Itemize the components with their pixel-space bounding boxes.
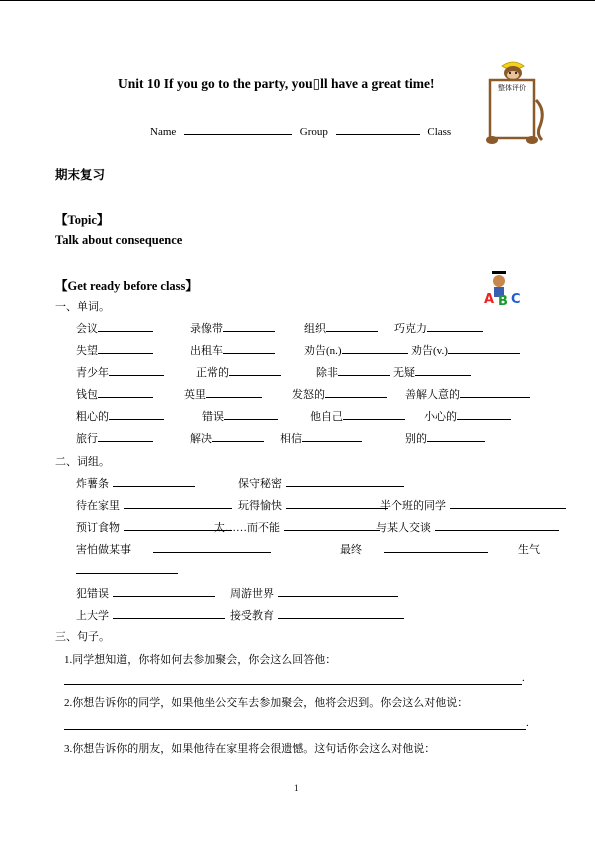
vocab-blank[interactable] [448,343,520,354]
phrase-text: 犯错误 [76,588,109,600]
vocab-word: 旅行 [76,433,98,445]
vocab-item [76,364,164,380]
vocab-blank[interactable] [98,321,153,332]
vocab-item [394,320,483,336]
sentence-2: 2.你想告诉你的同学，如果他坐公交车去参加聚会，他将会迟到。你会这么对他说： [64,697,469,709]
phrase-blank[interactable] [124,498,232,509]
vocab-blank[interactable] [223,321,275,332]
vocab-blank[interactable] [229,365,281,376]
vocab-word: 错误 [202,411,224,423]
vocab-blank[interactable] [326,321,378,332]
phrase-item [76,541,271,557]
topic-heading: 【Topic】 [55,213,110,227]
vocab-item [76,408,164,424]
phrase-text: 害怕做某事 [76,544,131,556]
vocab-item [280,430,362,446]
phrase-item [380,497,566,513]
vocab-word: 录像带 [190,323,223,335]
svg-text:B: B [498,294,508,309]
vocab-item [405,430,485,446]
phrase-item [76,607,225,623]
phrase-item [230,607,404,623]
svg-text:整体评价: 整体评价 [498,84,526,92]
name-group-class-row [150,124,451,138]
vocab-word: 他自己 [310,411,343,423]
vocab-blank[interactable] [325,387,387,398]
phrase-blank[interactable] [113,586,215,597]
vocab-word: 组织 [304,323,326,335]
vocab-word: 无疑 [393,367,415,379]
phrase-item [238,475,404,491]
group-label: Group [299,126,328,138]
phrase-blank[interactable] [435,520,559,531]
vocab-word: 善解人意的 [405,389,460,401]
name-label: Name [150,126,177,138]
get-ready-heading: 【Get ready before class】 [55,279,198,293]
top-border [0,0,595,1]
vocab-word: 巧克力 [394,323,427,335]
vocab-blank[interactable] [223,343,275,354]
phrase-text: 预订食物 [76,522,120,534]
vocab-item [76,386,153,402]
vocab-item [292,386,387,402]
vocab-blank[interactable] [460,387,530,398]
phrase-text: 接受教育 [230,610,274,622]
vocab-blank[interactable] [98,387,153,398]
vocab-word: 劝告(n.) [304,345,342,357]
part1-label: 一、单词。 [55,301,110,313]
phrase-text: 炸薯条 [76,478,109,490]
vocab-blank[interactable] [98,431,153,442]
vocab-blank[interactable] [427,321,483,332]
vocab-word: 英里 [184,389,206,401]
part2-label: 二、词组。 [55,456,110,468]
phrase-text: 上大学 [76,610,109,622]
phrase-item [376,519,559,535]
answer-1-period: . [522,672,525,684]
vocab-blank[interactable] [427,431,485,442]
svg-text:A: A [484,292,495,307]
page-number: 1 [294,783,299,793]
phrase-item [76,497,232,513]
vocab-item [196,364,281,380]
vocab-word: 会议 [76,323,98,335]
vocab-item [190,320,275,336]
phrase-blank[interactable] [153,542,271,553]
phrase-item [76,519,232,535]
vocab-word: 别的 [405,433,427,445]
vocab-word: 劝告(v.) [411,345,448,357]
vocab-item [424,408,511,424]
phrase-item [76,585,215,601]
vocab-item [76,430,153,446]
phrase-text: 最终 [340,544,362,556]
vocab-blank[interactable] [206,387,262,398]
phrase-text: 周游世界 [230,588,274,600]
phrase-text: 待在家里 [76,500,120,512]
vocab-item [184,386,262,402]
phrase-item [340,541,488,557]
monkey-evaluation-icon [480,60,546,148]
vocab-blank[interactable] [342,343,408,354]
phrase-blank[interactable] [284,520,380,531]
phrase-item [214,519,380,535]
phrase-blank[interactable] [286,476,404,487]
vocab-blank[interactable] [212,431,264,442]
vocab-word: 青少年 [76,367,109,379]
vocab-item [316,364,390,380]
part3-label: 三、句子。 [55,631,110,643]
name-blank[interactable] [184,124,292,135]
vocab-blank[interactable] [109,365,164,376]
sentence-1: 1.同学想知道，你将如何去参加聚会，你会这么回答他： [64,654,337,666]
vocab-word: 发怒的 [292,389,325,401]
phrase-blank[interactable] [450,498,566,509]
vocab-item [310,408,405,424]
review-title: 期末复习 [55,168,106,182]
answer-2-period: . [526,717,529,729]
phrase-blank-continued[interactable] [76,563,178,577]
vocab-item [202,408,278,424]
phrase-text: 生气 [518,544,540,556]
group-blank[interactable] [336,124,420,135]
vocab-blank[interactable] [457,409,511,420]
vocab-blank[interactable] [224,409,278,420]
answer-line-2[interactable] [64,729,526,730]
phrase-text: 保守秘密 [238,478,282,490]
phrase-text: 与某人交谈 [376,522,431,534]
vocab-item [393,364,471,380]
phrase-blank[interactable] [286,498,388,509]
vocab-item [190,342,275,358]
phrase-text: 玩得愉快 [238,500,282,512]
vocab-item [304,320,378,336]
answer-line-1[interactable] [64,684,522,685]
phrase-text: 太……而不能 [214,522,280,534]
vocab-item [76,320,153,336]
phrase-item [518,541,540,557]
svg-text:C: C [511,292,521,307]
phrase-blank[interactable] [113,608,225,619]
vocab-word: 正常的 [196,367,229,379]
vocab-blank[interactable] [109,409,164,420]
vocab-word: 失望 [76,345,98,357]
sentence-3: 3.你想告诉你的朋友，如果他待在家里将会很遗憾。这句话你会这么对他说： [64,743,436,755]
phrase-item [238,497,388,513]
topic-text: Talk about consequence [55,233,183,247]
phrase-blank[interactable] [113,476,195,487]
vocab-blank[interactable] [302,431,362,442]
vocab-word: 相信 [280,433,302,445]
vocab-word: 出租车 [190,345,223,357]
vocab-word: 小心的 [424,411,457,423]
vocab-blank[interactable] [343,409,405,420]
vocab-word: 钱包 [76,389,98,401]
phrase-item [230,585,398,601]
vocab-word: 解决 [190,433,212,445]
abc-student-icon [482,269,524,309]
vocab-item [411,342,520,358]
vocab-item [405,386,530,402]
phrase-text: 半个班的同学 [380,500,446,512]
vocab-word: 粗心的 [76,411,109,423]
vocab-word: 除非 [316,367,338,379]
vocab-item [304,342,408,358]
phrase-item [76,475,195,491]
vocab-blank[interactable] [338,365,390,376]
phrase-blank[interactable] [384,542,488,553]
vocab-blank[interactable] [98,343,153,354]
class-label: Class [427,126,452,138]
vocab-blank[interactable] [415,365,471,376]
vocab-item [190,430,264,446]
unit-title: Unit 10 If you go to the party, you▯ll have a great time! [118,76,435,91]
vocab-item [76,342,153,358]
phrase-blank[interactable] [278,586,398,597]
phrase-blank[interactable] [278,608,404,619]
